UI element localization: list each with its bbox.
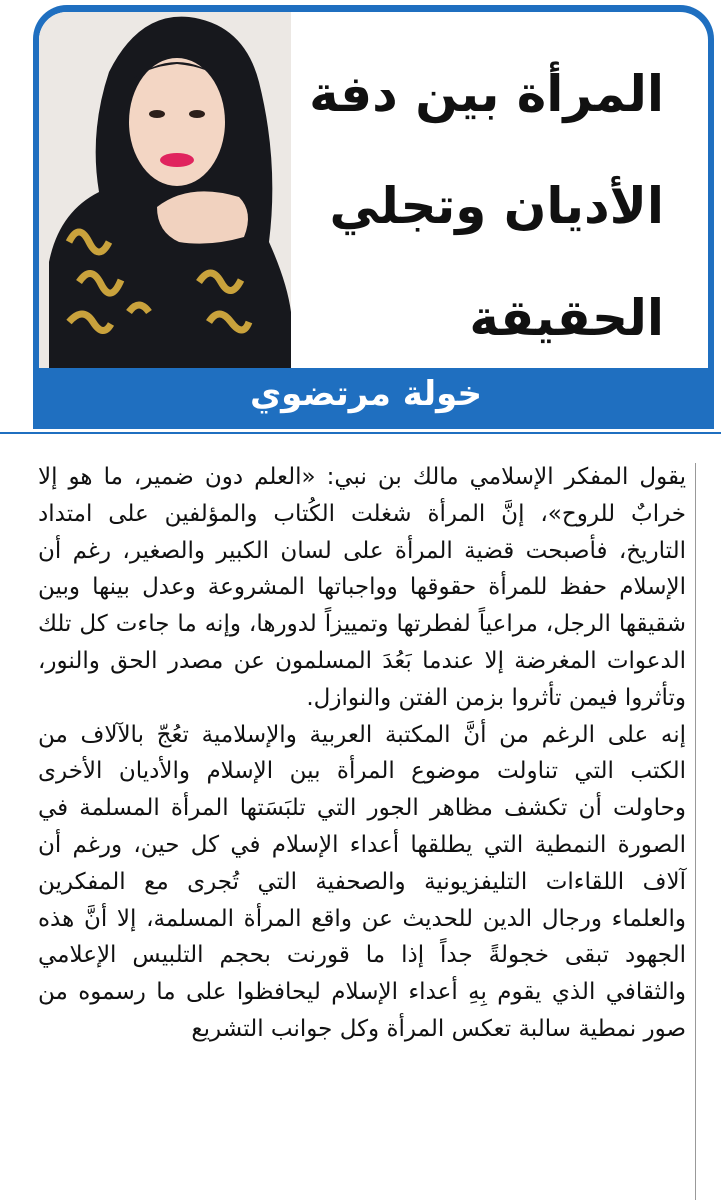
header-panel xyxy=(39,12,708,368)
headline-line-1: المرأة بين دفة xyxy=(309,65,664,123)
headline-line-3: الحقيقة xyxy=(469,289,664,347)
headline-line-2: الأديان وتجلي xyxy=(329,177,664,235)
paragraph-1: يقول المفكر الإسلامي مالك بن نبي: «العلم دون ضمير، ما هو إلا خرابٌ للروح»، إنَّ المرأة شغلت الكُتاب والمؤلفين على امتداد التاريخ، فأصبحت قضية المرأة على لسان الكبير والصغير، رغم أن الإسلام حفظ للمرأة حقوقها وواجباتها المشروعة وعدل بينها وبين شقيقها الرجل، مراعياً لفطرتها وتمييزاً لدورها، وإنه ما جاءت كل تلك الدعوات المغرضة إلا عندما بَعُدَ المسلمون عن مصدر الحق والنور، وتأثروا فيمن تأثروا بزمن الفتن والنوازل. xyxy=(38,464,686,711)
paragraph-2: إنه على الرغم من أنَّ المكتبة العربية والإسلامية تعُجّ بالآلاف من الكتب التي تناولت موضوع المرأة بين الإسلام والأديان الأخرى وحاولت أن تكشف مظاهر الجور التي تلبَسَتها المرأة المسلمة في الصورة النمطية التي يطلقها أعداء الإسلام في كل حين، ورغم أن آلاف اللقاءات التليفزيونية والصحفية التي تُجرى مع المفكرين والعلماء ورجال الدين للحديث عن واقع المرأة المسلمة، إلا أنَّ هذه الجهود تبقى خجولةً جداً إذا ما قورنت بحجم التلبيس الإعلامي والثقافي الذي يقوم بِهِ أعداء الإسلام ليحافظوا على ما رسموه من صور نمطية سالبة تعكس المرأة وكل جوانب التشريع xyxy=(38,721,686,1042)
headline xyxy=(304,38,664,368)
author-photo xyxy=(39,12,291,368)
column-rule xyxy=(695,463,696,1200)
author-name: خولة مرتضوي xyxy=(250,374,482,414)
author-portrait-icon xyxy=(39,12,291,368)
header-divider xyxy=(0,432,721,434)
author-bar xyxy=(33,368,714,429)
article-body xyxy=(38,459,686,1048)
